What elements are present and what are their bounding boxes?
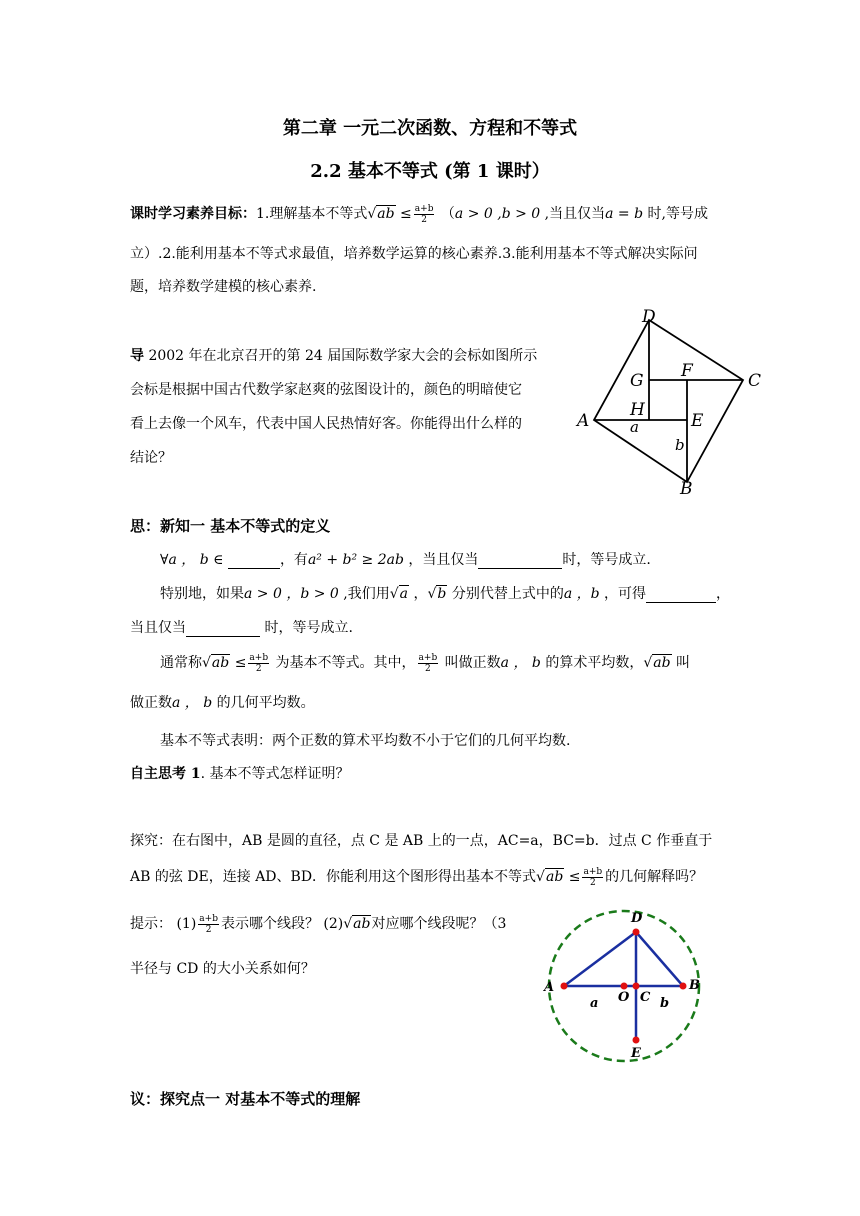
section-title: 2.2 基本不等式 (第 1 课时） xyxy=(310,161,550,182)
self-think-1 xyxy=(130,763,350,783)
intro-line-2: 会标是根据中国古代数学家赵爽的弦图设计的，颜色的明暗使它 xyxy=(130,382,522,398)
inequality: a² + b² ≥ 2ab xyxy=(307,552,404,568)
label-E: E xyxy=(631,1046,641,1061)
text: 当且仅当 xyxy=(130,620,186,636)
text: 叫 xyxy=(671,655,691,671)
self-think-label: 自主思考 1 xyxy=(130,766,201,782)
text: ， xyxy=(409,586,428,602)
think-para-6: 基本不等式表明：两个正数的算术平均数不小于它们的几何平均数. xyxy=(160,733,571,749)
sqrt-ab: √ab xyxy=(202,655,230,671)
discuss-heading: 议：探究点一 对基本不等式的理解 xyxy=(130,1090,361,1108)
think-para-1 xyxy=(160,549,651,569)
label-D: D xyxy=(642,307,656,327)
label-B: B xyxy=(689,978,700,993)
intro-line-3: 看上去像一个风车，代表中国人民热情好客。你能得出什么样的 xyxy=(130,416,522,432)
label-a: a xyxy=(630,418,639,436)
point-D xyxy=(633,929,640,936)
leq-symbol: ≤ xyxy=(400,206,412,222)
windmill-figure xyxy=(570,300,770,500)
label-B: B xyxy=(680,479,693,499)
circle-figure xyxy=(535,900,715,1070)
text: 的几何平均数。 xyxy=(212,695,315,711)
text: 时，等号成立. xyxy=(562,552,651,568)
text: a ， b xyxy=(172,695,213,711)
forall-symbol: ∀ xyxy=(160,552,169,568)
think-para-2 xyxy=(160,583,730,603)
fraction-a-plus-b-over-2: $\frac{a+b}{2}$ xyxy=(249,652,269,674)
intro-text: 2002 年在北京召开的第 24 届国际数学家大会的会标如图所示 xyxy=(144,348,538,364)
objectives-text: 1.理解基本不等式 xyxy=(256,206,368,222)
sqrt-ab: √ab xyxy=(643,655,671,671)
blank-result[interactable] xyxy=(646,602,716,603)
point-C xyxy=(633,983,640,990)
label-A: A xyxy=(577,411,590,431)
text: 的算术平均数， xyxy=(540,655,644,671)
text: a > 0 ，b > 0 xyxy=(244,586,339,602)
text: 提示： (1) xyxy=(130,916,197,932)
sqrt-ab: √ab xyxy=(343,916,371,932)
text: ，有 xyxy=(279,552,308,568)
objectives-line-3: 题，培养数学建模的核心素养. xyxy=(130,279,317,295)
point-E xyxy=(633,1037,640,1044)
text: ， xyxy=(716,586,731,602)
fraction-a-plus-b-over-2: $\frac{a+b}{2}$ xyxy=(414,203,434,225)
sqrt-b: √b xyxy=(427,586,447,602)
label-E: E xyxy=(691,411,704,431)
text: 特别地，如果 xyxy=(160,586,244,602)
think-heading: 思：新知一 基本不等式的定义 xyxy=(130,517,331,535)
text: 做正数 xyxy=(130,695,172,711)
paren: （ xyxy=(440,206,455,222)
label-b: b xyxy=(675,436,685,454)
text: ，当且仅当 xyxy=(403,552,479,568)
explore-line-2 xyxy=(130,866,703,888)
intro-line-1 xyxy=(130,345,537,365)
explore-line-1: 探究：在右图中，AB 是圆的直径，点 C 是 AB 上的一点，AC=a，BC=b．过点 C 作垂直于 xyxy=(130,833,713,849)
label-C: C xyxy=(640,990,651,1005)
intro-label: 导 xyxy=(130,348,144,364)
label-F: F xyxy=(681,361,693,381)
blank-set[interactable] xyxy=(228,568,280,569)
text: 为基本不等式。其中， xyxy=(271,655,416,671)
point-B xyxy=(680,983,687,990)
blank-equal-condition[interactable] xyxy=(186,636,260,637)
label-C: C xyxy=(748,371,762,391)
fraction-a-plus-b-over-2: $\frac{a+b}{2}$ xyxy=(583,866,603,888)
objectives-line-2: 立）.2.能利用基本不等式求最值，培养数学运算的核心素养.3.能利用基本不等式解决实际问 xyxy=(130,246,698,262)
blank-condition[interactable] xyxy=(478,568,562,569)
leq-symbol: ≤ xyxy=(568,869,581,885)
text: 的几何解释吗？ xyxy=(605,869,704,885)
sqrt-ab: √ab xyxy=(367,206,395,222)
objectives-line-1 xyxy=(130,203,708,225)
explore-hint xyxy=(130,913,506,935)
label-D: D xyxy=(631,911,643,926)
text: ,当且仅当 xyxy=(540,206,606,222)
explore-hint-line-2: 半径与 CD 的大小关系如何？ xyxy=(130,961,315,977)
intro-line-4: 结论？ xyxy=(130,450,172,466)
text: 时，等号成立. xyxy=(260,620,353,636)
text: a ， b ∈ xyxy=(168,552,224,568)
fraction-a-plus-b-over-2: $\frac{a+b}{2}$ xyxy=(199,913,218,935)
label-b: b xyxy=(660,996,670,1011)
sqrt-ab: √ab xyxy=(536,869,564,885)
fraction-a-plus-b-over-2: $\frac{a+b}{2}$ xyxy=(418,652,438,674)
text: ，可得 xyxy=(599,586,647,602)
text: AB 的弦 DE，连接 AD、BD．你能利用这个图形得出基本不等式 xyxy=(130,869,537,885)
chapter-title: 第二章 一元二次函数、方程和不等式 xyxy=(282,118,578,139)
think-para-5 xyxy=(130,692,315,712)
condition-equal: a = b xyxy=(605,206,644,222)
text: 分别代替上式中的 xyxy=(447,586,564,602)
label-O: O xyxy=(618,990,630,1005)
text: 时,等号成 xyxy=(643,206,708,222)
point-O xyxy=(621,983,628,990)
label-A: A xyxy=(544,980,555,995)
text: 对应哪个线段呢？（3 xyxy=(371,916,507,932)
think-para-4 xyxy=(160,652,690,674)
point-A xyxy=(561,983,568,990)
text: ,我们用 xyxy=(338,586,390,602)
objectives-label: 课时学习素养目标： xyxy=(130,206,256,222)
label-G: G xyxy=(630,371,644,391)
think-para-3 xyxy=(130,617,353,637)
text: a ， b xyxy=(500,655,541,671)
leq-symbol: ≤ xyxy=(234,655,247,671)
label-H: H xyxy=(630,400,645,420)
text: 通常称 xyxy=(160,655,202,671)
condition-positive: a > 0 ,b > 0 xyxy=(454,206,541,222)
sqrt-a: √a xyxy=(389,586,409,602)
self-think-text: . 基本不等式怎样证明？ xyxy=(200,766,350,782)
text: a ，b xyxy=(563,586,600,602)
text: 表示哪个线段？ (2) xyxy=(220,916,344,932)
label-a: a xyxy=(590,996,599,1011)
text: 叫做正数 xyxy=(440,655,501,671)
